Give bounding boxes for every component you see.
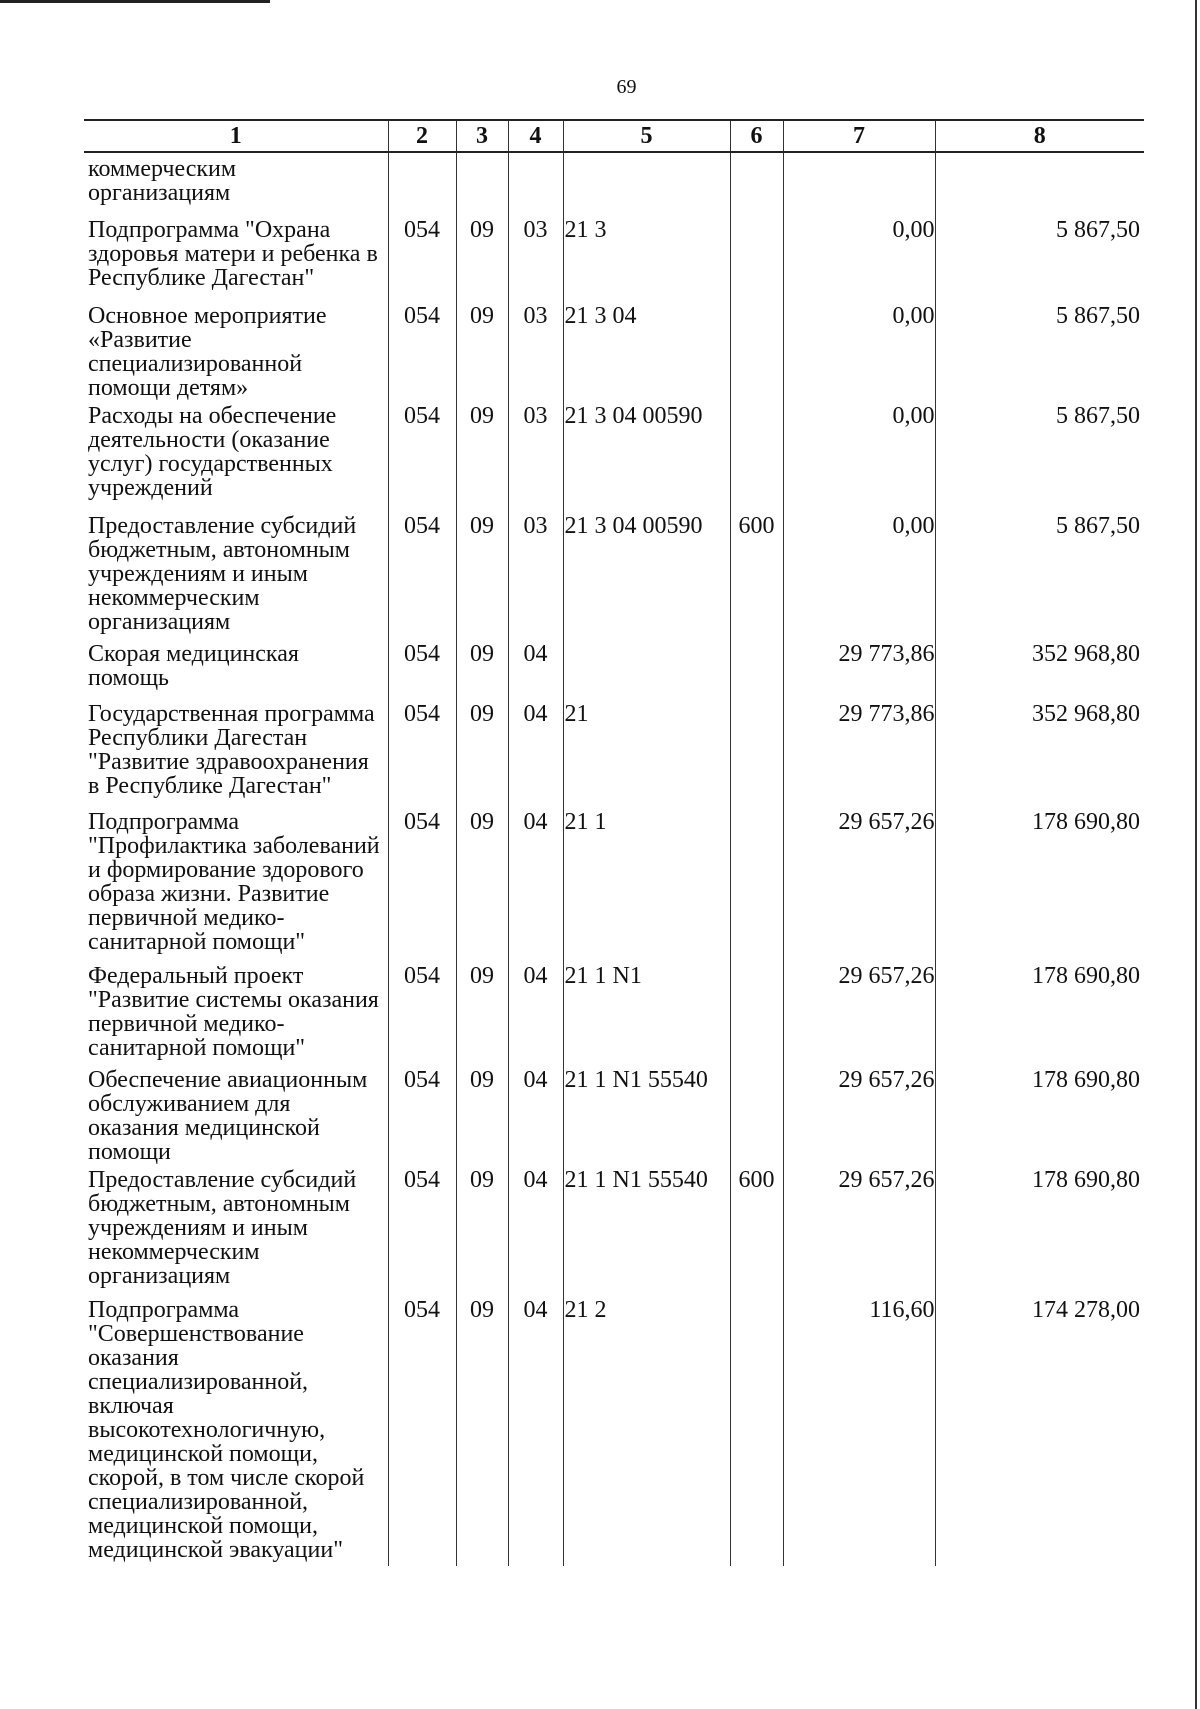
row-code-4 [508,152,563,214]
table-row [84,698,1144,806]
row-amount-7: 29 773,86 [783,638,935,698]
table-row [84,214,1144,300]
row-amount-8: 5 867,50 [935,214,1144,300]
row-amount-7 [783,152,935,214]
row-description: Основное мероприятие «Развитие специализированной помощи детям» [88,303,327,401]
row-code-2: 054 [388,1164,456,1294]
row-amount-8: 5 867,50 [935,400,1144,510]
row-amount-8: 5 867,50 [935,300,1144,400]
row-expense-type [730,1064,783,1164]
row-description: Подпрограмма "Охрана здоровья матери и ребенка в Республике Дагестан" [88,217,378,291]
column-header-3: 3 [456,120,508,152]
row-description: Скорая медицинская помощь [88,641,299,691]
row-code-4: 04 [508,1064,563,1164]
row-amount-8: 352 968,80 [935,698,1144,806]
row-code-2: 054 [388,400,456,510]
row-target-code: 21 3 04 00590 [563,510,730,638]
row-expense-type [730,152,783,214]
column-header-8: 8 [935,120,1144,152]
row-target-code: 21 2 [563,1294,730,1566]
row-description: Предоставление субсидий бюджетным, автономным учреждениям и иным некоммерческим организациям [88,513,357,635]
row-code-2: 054 [388,698,456,806]
row-code-2: 054 [388,1064,456,1164]
row-expense-type [730,1294,783,1566]
row-code-3: 09 [456,1294,508,1566]
row-code-4: 04 [508,1164,563,1294]
row-target-code: 21 3 04 [563,300,730,400]
row-code-3: 09 [456,1164,508,1294]
row-description: Подпрограмма "Совершенствование оказания специализированной, включая высокотехнологичную, медицинской помощи, скорой, в том числе скорой специализированной, медицинской помощи, медицинской эвакуации" [88,1297,365,1563]
row-code-4: 03 [508,510,563,638]
row-expense-type [730,214,783,300]
page-number: 69 [616,76,637,98]
row-description: Подпрограмма "Профилактика заболеваний и формирование здорового образа жизни. Развитие первичной медико-санитарной помощи" [88,809,380,955]
row-code-2 [388,152,456,214]
row-amount-8: 178 690,80 [935,806,1144,960]
row-code-4: 03 [508,300,563,400]
scan-edge-top [0,0,270,3]
row-expense-type [730,960,783,1064]
row-expense-type: 600 [730,1164,783,1294]
row-code-3: 09 [456,300,508,400]
row-amount-8: 178 690,80 [935,1164,1144,1294]
column-header-6: 6 [730,120,783,152]
row-code-3: 09 [456,698,508,806]
row-target-code: 21 1 [563,806,730,960]
table-row [84,1294,1144,1566]
column-header-4: 4 [508,120,563,152]
row-code-3: 09 [456,638,508,698]
row-code-4: 04 [508,698,563,806]
row-code-2: 054 [388,960,456,1064]
row-amount-7: 0,00 [783,214,935,300]
row-target-code: 21 [563,698,730,806]
column-header-2: 2 [388,120,456,152]
column-header-1: 1 [84,120,388,152]
row-expense-type [730,400,783,510]
row-description: Обеспечение авиационным обслуживанием для оказания медицинской помощи [88,1067,368,1165]
row-description: Государственная программа Республики Дагестан "Развитие здравоохранения в Республике Дагестан" [88,701,375,799]
row-target-code: 21 1 N1 [563,960,730,1064]
row-code-2: 054 [388,1294,456,1566]
table-row [84,400,1144,510]
table-row [84,806,1144,960]
row-amount-7: 29 657,26 [783,1164,935,1294]
row-description: Предоставление субсидий бюджетным, автономным учреждениям и иным некоммерческим организациям [88,1167,357,1289]
table-row [84,152,1144,214]
budget-table [84,119,1144,1566]
table-row [84,638,1144,698]
row-code-2: 054 [388,214,456,300]
table-body [84,152,1144,1566]
row-code-2: 054 [388,806,456,960]
row-code-4: 04 [508,806,563,960]
row-amount-7: 0,00 [783,510,935,638]
row-amount-8: 178 690,80 [935,960,1144,1064]
row-description: Расходы на обеспечение деятельности (оказание услуг) государственных учреждений [88,403,337,501]
row-target-code: 21 3 [563,214,730,300]
row-amount-7: 0,00 [783,300,935,400]
row-amount-8: 178 690,80 [935,1064,1144,1164]
row-code-2: 054 [388,510,456,638]
row-target-code: 21 1 N1 55540 [563,1064,730,1164]
row-code-2: 054 [388,638,456,698]
row-code-4: 04 [508,960,563,1064]
row-code-3: 09 [456,1064,508,1164]
row-expense-type: 600 [730,510,783,638]
row-code-3: 09 [456,806,508,960]
column-header-5: 5 [563,120,730,152]
row-code-3: 09 [456,400,508,510]
table-row [84,1064,1144,1164]
row-amount-8 [935,152,1144,214]
row-description: коммерческим организациям [88,156,237,206]
row-amount-7: 29 657,26 [783,960,935,1064]
row-amount-7: 29 657,26 [783,1064,935,1164]
row-target-code [563,638,730,698]
row-amount-7: 29 657,26 [783,806,935,960]
table-row [84,300,1144,400]
row-amount-8: 5 867,50 [935,510,1144,638]
row-code-2: 054 [388,300,456,400]
row-expense-type [730,300,783,400]
table-row [84,1164,1144,1294]
table-row [84,510,1144,638]
row-amount-7: 0,00 [783,400,935,510]
row-amount-7: 29 773,86 [783,698,935,806]
column-header-7: 7 [783,120,935,152]
row-code-3: 09 [456,510,508,638]
row-code-3: 09 [456,214,508,300]
table-header-row [84,120,1144,152]
row-code-3 [456,152,508,214]
row-expense-type [730,806,783,960]
row-expense-type [730,698,783,806]
row-amount-8: 352 968,80 [935,638,1144,698]
scan-edge-right [1195,0,1197,1709]
row-target-code: 21 3 04 00590 [563,400,730,510]
row-code-4: 03 [508,400,563,510]
row-code-4: 03 [508,214,563,300]
row-description: Федеральный проект "Развитие системы оказания первичной медико-санитарной помощи" [88,963,379,1061]
row-code-3: 09 [456,960,508,1064]
row-code-4: 04 [508,638,563,698]
row-target-code [563,152,730,214]
row-amount-8: 174 278,00 [935,1294,1144,1566]
row-code-4: 04 [508,1294,563,1566]
row-expense-type [730,638,783,698]
row-amount-7: 116,60 [783,1294,935,1566]
table-row [84,960,1144,1064]
row-target-code: 21 1 N1 55540 [563,1164,730,1294]
